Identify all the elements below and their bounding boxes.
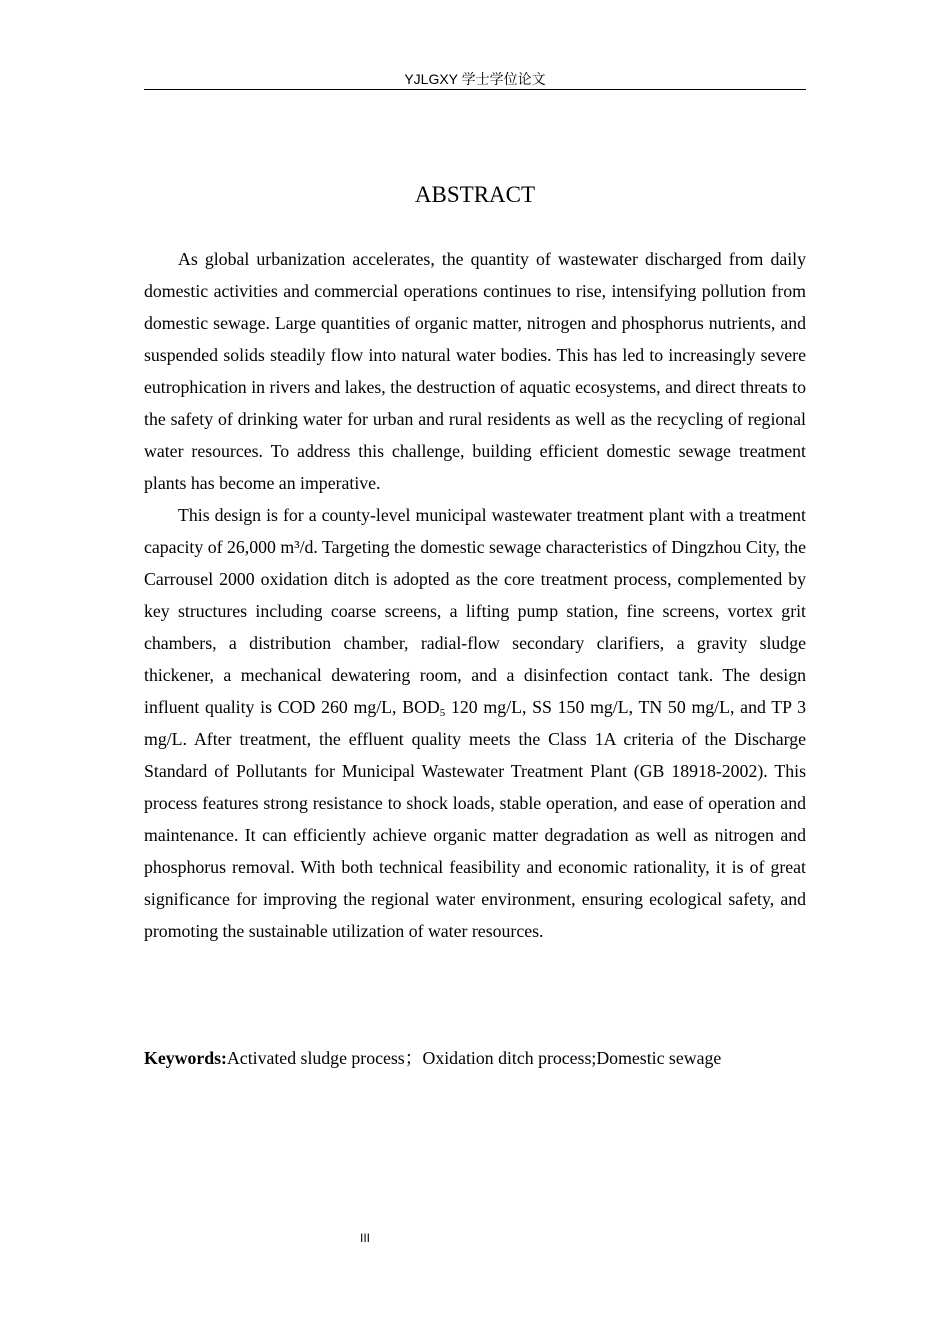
page-header [144,70,806,90]
abstract-paragraph-1: As global urbanization accelerates, the quantity of wastewater discharged from daily domestic activities and commercial operations continues to rise, intensifying pollution from domestic sewage. Large quantities of organic matter, nitrogen and phosphorus nutrients, and suspended solids steadily flow into natural water bodies. This has led to increasingly severe eutrophication in rivers and lakes, the destruction of aquatic ecosystems, and direct threats to the safety of drinking water for urban and rural residents as well as the recycling of regional water resources. To address this challenge, building efficient domestic sewage treatment plants has become an imperative. [144,249,806,493]
bod-subscript: 5 [439,707,446,719]
keywords-value: Activated sludge process；Oxidation ditch process;Domestic sewage [226,1048,722,1068]
header-text: YJLGXY 学士学位论文 [404,71,546,87]
paragraph-2-text-end: 120 mg/L, SS 150 mg/L, TN 50 mg/L, and TP 3 mg/L. After treatment, the effluent quality meets the Class 1A criteria of the Discharge Standard of Pollutants for Municipal Wastewater Treatment Plant (GB 18918-2002). This process features strong resistance to shock loads, stable operation, and ease of operation and maintenance. It can efficiently achieve organic matter degradation as well as nitrogen and phosphorus removal. With both technical feasibility and economic rationality, it is of great significance for improving the regional water environment, ensuring ecological safety, and promoting the sustainable utilization of water resources. [144,697,807,941]
paragraph-2-text-start: This design is for a county-level municipal wastewater treatment plant with a treatment capacity of 26,000 m³/d. Targeting the domestic sewage characteristics of Dingzhou City, the Carrousel 2000 oxidation ditch is adopted as the core treatment process, complemented by key structures including coarse screens, a lifting pump station, fine screens, vortex grit chambers, a distribution chamber, radial-flow secondary clarifiers, a gravity sludge thickener, a mechanical dewatering room, and a disinfection contact tank. The design influent quality is COD 260 mg/L, BOD [144,505,806,717]
abstract-title: ABSTRACT [414,182,536,207]
abstract-paragraph-2 [144,499,806,947]
keywords-label: Keywords: [144,1048,227,1068]
page-number: III [359,1231,370,1245]
keywords-line [144,1043,806,1073]
abstract-body [144,243,806,947]
